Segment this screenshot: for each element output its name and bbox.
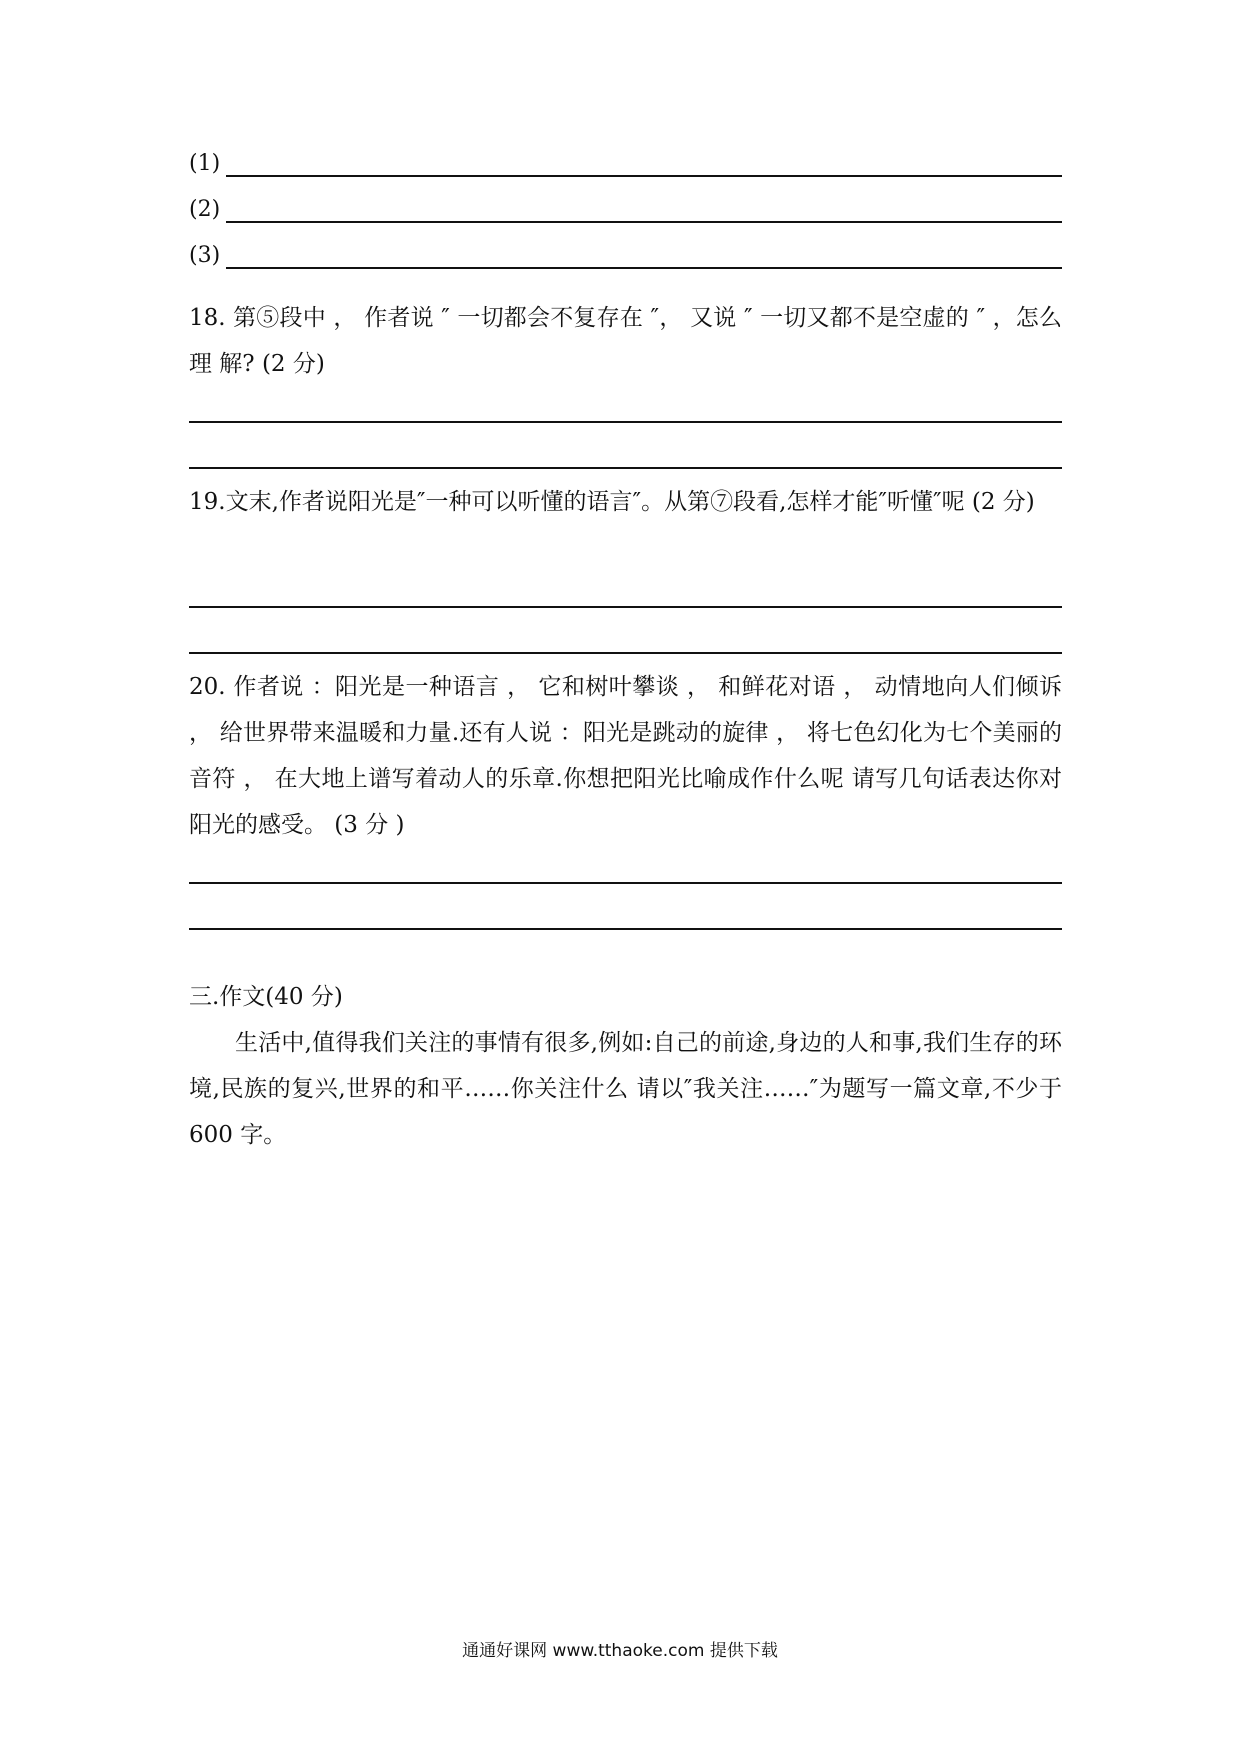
answer-line-2[interactable] <box>189 193 1062 223</box>
q20-answer-line-2[interactable] <box>189 928 1062 930</box>
answer-line-1[interactable] <box>189 147 1062 177</box>
answer-line-label: (1) <box>189 151 221 176</box>
q18-answer-line-2[interactable] <box>189 467 1062 469</box>
answer-line-label: (3) <box>189 243 221 268</box>
composition-prompt: 生活中,值得我们关注的事情有很多,例如:自己的前途,身边的人和事,我们生存的环境,民族的复兴,世界的和平……你关注什么 请以″我关注……″为题写一篇文章,不少于 600 字。 <box>189 1030 1062 1148</box>
answer-underline <box>226 175 1062 177</box>
question-19: 19.文末,作者说阳光是″一种可以听懂的语言″。从第⑦段看,怎样才能″听懂″呢 (2 分) <box>189 489 1035 515</box>
q18-answer-line-1[interactable] <box>189 421 1062 423</box>
answer-underline <box>226 221 1062 223</box>
composition-title: 三.作文(40 分) <box>189 984 343 1010</box>
q20-answer-line-1[interactable] <box>189 882 1062 884</box>
q19-answer-line-2[interactable] <box>189 652 1062 654</box>
answer-underline <box>226 267 1062 269</box>
question-20: 20. 作者说 ：阳光是一种语言 ， 它和树叶攀谈 ， 和鲜花对语 ， 动情地向人们倾诉 ， 给世界带来温暖和力量.还有人说 ：阳光是跳动的旋律 ， 将七色幻化为七个美丽的音符 ， 在大地上谱写着动人的乐章.你想把阳光比喻成作什么呢 请写几句话表达你对阳光的感受。 (3 分 ) <box>189 674 1062 838</box>
q19-answer-line-1[interactable] <box>189 606 1062 608</box>
download-footer: 通通好课网 www.tthaoke.com 提供下载 <box>462 1641 778 1661</box>
answer-line-3[interactable] <box>189 239 1062 269</box>
question-18: 18. 第⑤段中 ， 作者说 ″ 一切都会不复存在 ″， 又说 ″ 一切又都不是空虚的 ″ ，怎么理 解? (2 分) <box>189 305 1062 377</box>
answer-line-label: (2) <box>189 197 221 222</box>
